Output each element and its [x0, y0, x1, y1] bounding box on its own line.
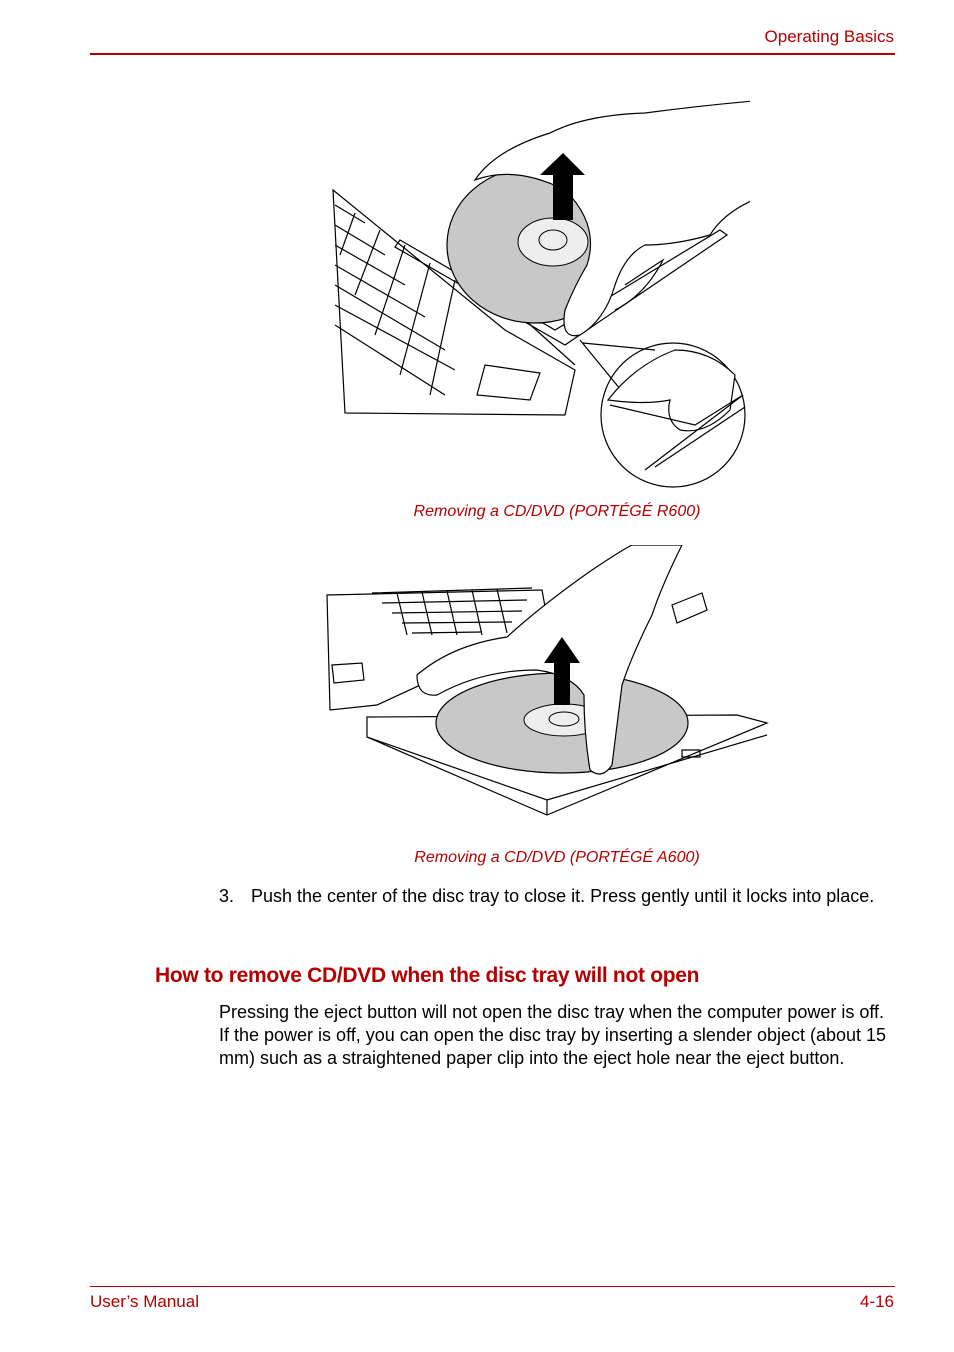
step-number: 3.: [219, 886, 235, 906]
page-number: 4-16: [859, 1292, 894, 1311]
header-title: Operating Basics: [764, 27, 894, 46]
figure-caption-r600: Removing a CD/DVD (PORTÉGÉ R600): [413, 503, 701, 520]
footer-rule: [90, 1286, 895, 1287]
step-text: Push the center of the disc tray to close it. Press gently until it locks into place.: [251, 886, 875, 906]
figure-a600-disc-removal: [322, 545, 774, 820]
magnified-inset: [601, 343, 745, 487]
section-paragraph: Pressing the eject button will not open the disc tray when the computer power is off. If the power is off, you can open the disc tray by inserting a slender object (about 15 mm) such as a straightened paper clip into the eject hole near the eject button.: [219, 1002, 887, 1068]
section-heading: How to remove CD/DVD when the disc tray will not open: [155, 964, 700, 987]
figure-r600-disc-removal: [325, 95, 750, 490]
figure-caption-a600: Removing a CD/DVD (PORTÉGÉ A600): [414, 849, 700, 866]
footer-manual-title: User’s Manual: [90, 1292, 199, 1311]
header-rule: [90, 53, 895, 55]
step-item: [219, 885, 899, 908]
